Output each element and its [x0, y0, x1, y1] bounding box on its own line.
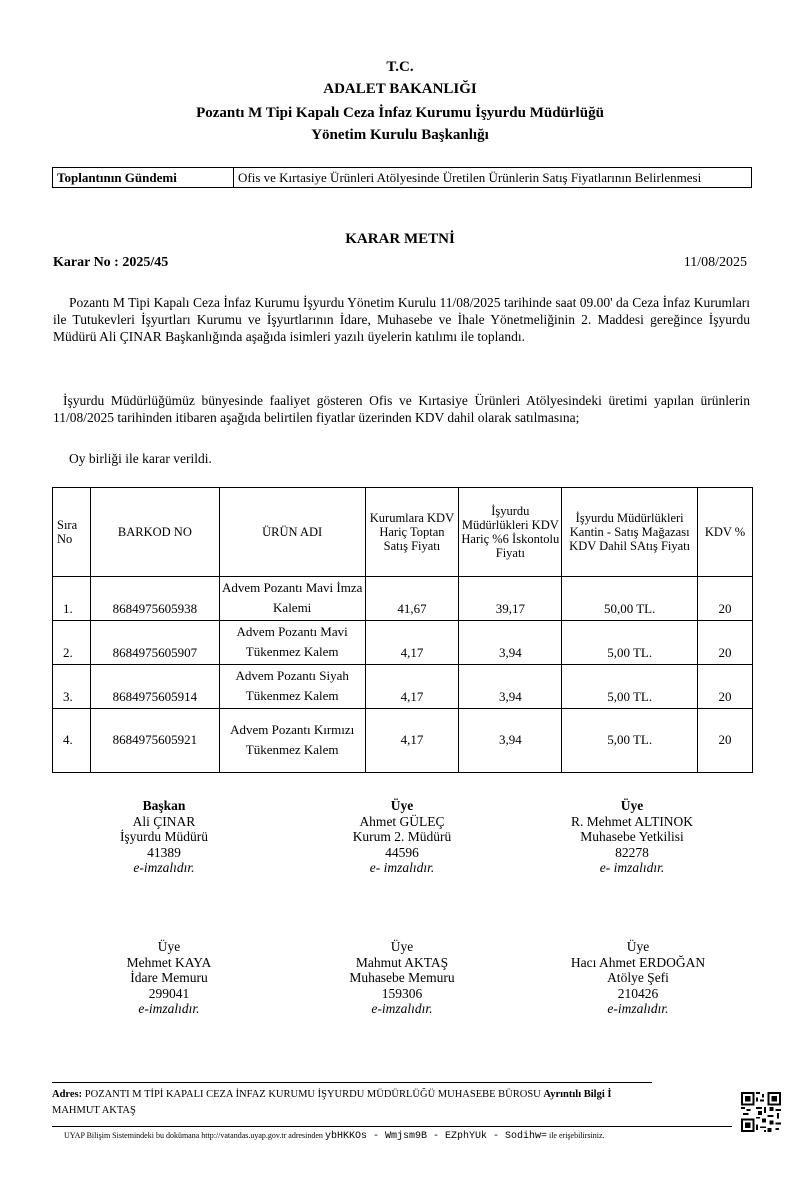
signature-name: Ahmet GÜLEÇ: [359, 813, 445, 829]
cell-name: Advem Pozantı Kırmızı Tükenmez Kalem: [219, 709, 365, 773]
cell-retail: 5,00 TL.: [562, 709, 698, 773]
signature-esign: e-imzalıdır.: [133, 860, 195, 875]
signature-esign: e- imzalıdır.: [599, 860, 665, 875]
signature-name: Hacı Ahmet ERDOĞAN: [570, 954, 706, 970]
cell-no: 2.: [53, 621, 91, 665]
agenda-label: Toplantının Gündemi: [53, 168, 234, 188]
agenda-value: Ofis ve Kırtasiye Ürünleri Atölyesinde Üretilen Ürünlerin Satış Fiyatlarının Belirlenmesi: [234, 168, 752, 188]
contact-name: MAHMUT AKTAŞ: [52, 1105, 136, 1116]
signature-esign: e- imzalıdır.: [369, 860, 435, 875]
cell-no: 1.: [53, 577, 91, 621]
header-board: Yönetim Kurulu Başkanlığı: [311, 127, 489, 143]
signature-id: 44596: [385, 844, 419, 860]
signature-role: İdare Memuru: [130, 970, 208, 985]
signature-role: İşyurdu Müdürü: [119, 829, 209, 844]
signature-title: Üye: [157, 939, 181, 954]
footer-divider: [52, 1082, 652, 1083]
cell-discount: 3,94: [459, 709, 562, 773]
signature-role: Muhasebe Memuru: [349, 970, 455, 985]
header-no: Sıra No: [53, 488, 91, 577]
signature-block: [512, 798, 752, 876]
signature-role: Muhasebe Yetkilisi: [580, 829, 684, 844]
cell-wholesale: 4,17: [365, 665, 459, 709]
header-institution: Pozantı M Tipi Kapalı Ceza İnfaz Kurumu İşyurdu Müdürlüğü: [196, 105, 604, 121]
header-discount: İşyurdu Müdürlükleri KDV Hariç %6 İskontolu Fiyatı: [459, 488, 562, 577]
decision-date: 11/08/2025: [683, 255, 747, 270]
footer-address: [52, 1087, 732, 1119]
header-ministry: ADALET BAKANLIĞI: [323, 81, 477, 97]
signature-block: [282, 798, 522, 876]
signature-title: Üye: [390, 939, 414, 954]
address-text: POZANTI M TİPİ KAPALI CEZA İNFAZ KURUMU İŞYURDU MÜDÜRLÜĞÜ MUHASEBE BÜROSU: [84, 1089, 541, 1100]
signature-id: 210426: [617, 985, 659, 1001]
cell-name: Advem Pozantı Mavi Tükenmez Kalem: [219, 621, 365, 665]
cell-barcode: 8684975605921: [90, 709, 219, 773]
decision-title: KARAR METNİ: [345, 231, 455, 247]
cell-vat: 20: [698, 709, 753, 773]
signature-title: Başkan: [142, 798, 186, 813]
cell-vat: 20: [698, 577, 753, 621]
signature-role: Kurum 2. Müdürü: [352, 829, 452, 844]
cell-name: Advem Pozantı Siyah Tükenmez Kalem: [219, 665, 365, 709]
uyap-verification: [64, 1131, 605, 1142]
header-barcode: BARKOD NO: [90, 488, 219, 577]
cell-discount: 3,94: [459, 665, 562, 709]
header-wholesale: Kurumlara KDV Hariç Toptan Satış Fiyatı: [365, 488, 459, 577]
cell-retail: 5,00 TL.: [562, 621, 698, 665]
cell-name: Advem Pozantı Mavi İmza Kalemi: [219, 577, 365, 621]
cell-wholesale: 4,17: [365, 709, 459, 773]
vote-statement: Oy birliği ile karar verildi.: [69, 451, 212, 466]
table-header-row: [53, 488, 753, 577]
cell-discount: 39,17: [459, 577, 562, 621]
uyap-suffix: ile erişebilirsiniz.: [548, 1131, 605, 1140]
cell-vat: 20: [698, 621, 753, 665]
header-name: ÜRÜN ADI: [219, 488, 365, 577]
header-retail: İşyurdu Müdürlükleri Kantin - Satış Mağazası KDV Dahil SAtış Fiyatı: [562, 488, 698, 577]
signature-esign: e-imzalıdır.: [138, 1001, 200, 1016]
signature-esign: e-imzalıdır.: [607, 1001, 669, 1016]
signature-block: [44, 798, 284, 876]
table-row: [53, 709, 753, 773]
uyap-code: ybHKKOs - Wmjsm9B - EZphYUk - Sodihw=: [324, 1131, 547, 1142]
signature-id: 299041: [148, 985, 190, 1001]
signature-title: Üye: [390, 798, 414, 813]
signature-name: Ali ÇINAR: [132, 813, 196, 829]
signature-block: [518, 939, 758, 1017]
table-row: [53, 621, 753, 665]
signature-id: 82278: [615, 844, 649, 860]
table-row: [53, 577, 753, 621]
signature-id: 159306: [381, 985, 423, 1001]
cell-barcode: 8684975605914: [90, 665, 219, 709]
signature-title: Üye: [626, 939, 650, 954]
header-country: T.C.: [386, 59, 414, 75]
cell-barcode: 8684975605907: [90, 621, 219, 665]
cell-vat: 20: [698, 665, 753, 709]
uyap-prefix: UYAP Bilişim Sistemindeki bu dokümana http://vatandas.uyap.gov.tr adresinden: [64, 1131, 323, 1140]
table-row: [53, 665, 753, 709]
signature-block: [49, 939, 289, 1017]
decision-paragraph-2: İşyurdu Müdürlüğümüz bünyesinde faaliyet gösteren Ofis ve Kırtasiye Ürünleri Atölyesindeki üretimi yapılan ürünlerin 11/08/2025 tarihinden itibaren aşağıda belirtilen fiyatlar üzerinden KDV dahil olarak satılmasına;: [53, 393, 750, 425]
agenda-table: [52, 167, 752, 188]
decision-number: Karar No : 2025/45: [53, 255, 169, 270]
signature-block: [282, 939, 522, 1017]
cell-discount: 3,94: [459, 621, 562, 665]
signature-id: 41389: [147, 844, 181, 860]
header-vat: KDV %: [698, 488, 753, 577]
product-price-table: [52, 487, 753, 773]
signature-name: Mehmet KAYA: [126, 954, 212, 970]
qr-code-icon: [741, 1092, 781, 1132]
cell-retail: 5,00 TL.: [562, 665, 698, 709]
cell-barcode: 8684975605938: [90, 577, 219, 621]
decision-paragraph-1: Pozantı M Tipi Kapalı Ceza İnfaz Kurumu İşyurdu Yönetim Kurulu 11/08/2025 tarihinde saat 09.00' da Ceza İnfaz Kurumları ile Tutukevleri İşyurtları Kurumu ve İşyurtlarının İdare, Muhasebe ve İhale Yönetmeliğinin 2. Maddesi gereğince İşyurdu Müdürü Ali ÇINAR Başkanlığında aşağıda isimleri yazılı üyelerin katılımı ile toplandı.: [53, 295, 750, 344]
info-label: Ayrıntılı Bilgi İ: [543, 1089, 612, 1100]
signature-title: Üye: [620, 798, 644, 813]
signature-role: Atölye Şefi: [607, 970, 669, 985]
cell-wholesale: 4,17: [365, 621, 459, 665]
signature-esign: e-imzalıdır.: [371, 1001, 433, 1016]
cell-no: 3.: [53, 665, 91, 709]
signature-name: Mahmut AKTAŞ: [355, 954, 449, 970]
cell-retail: 50,00 TL.: [562, 577, 698, 621]
footer-divider: [52, 1126, 732, 1127]
cell-no: 4.: [53, 709, 91, 773]
address-label: Adres:: [52, 1089, 83, 1100]
cell-wholesale: 41,67: [365, 577, 459, 621]
signature-name: R. Mehmet ALTINOK: [570, 813, 694, 829]
